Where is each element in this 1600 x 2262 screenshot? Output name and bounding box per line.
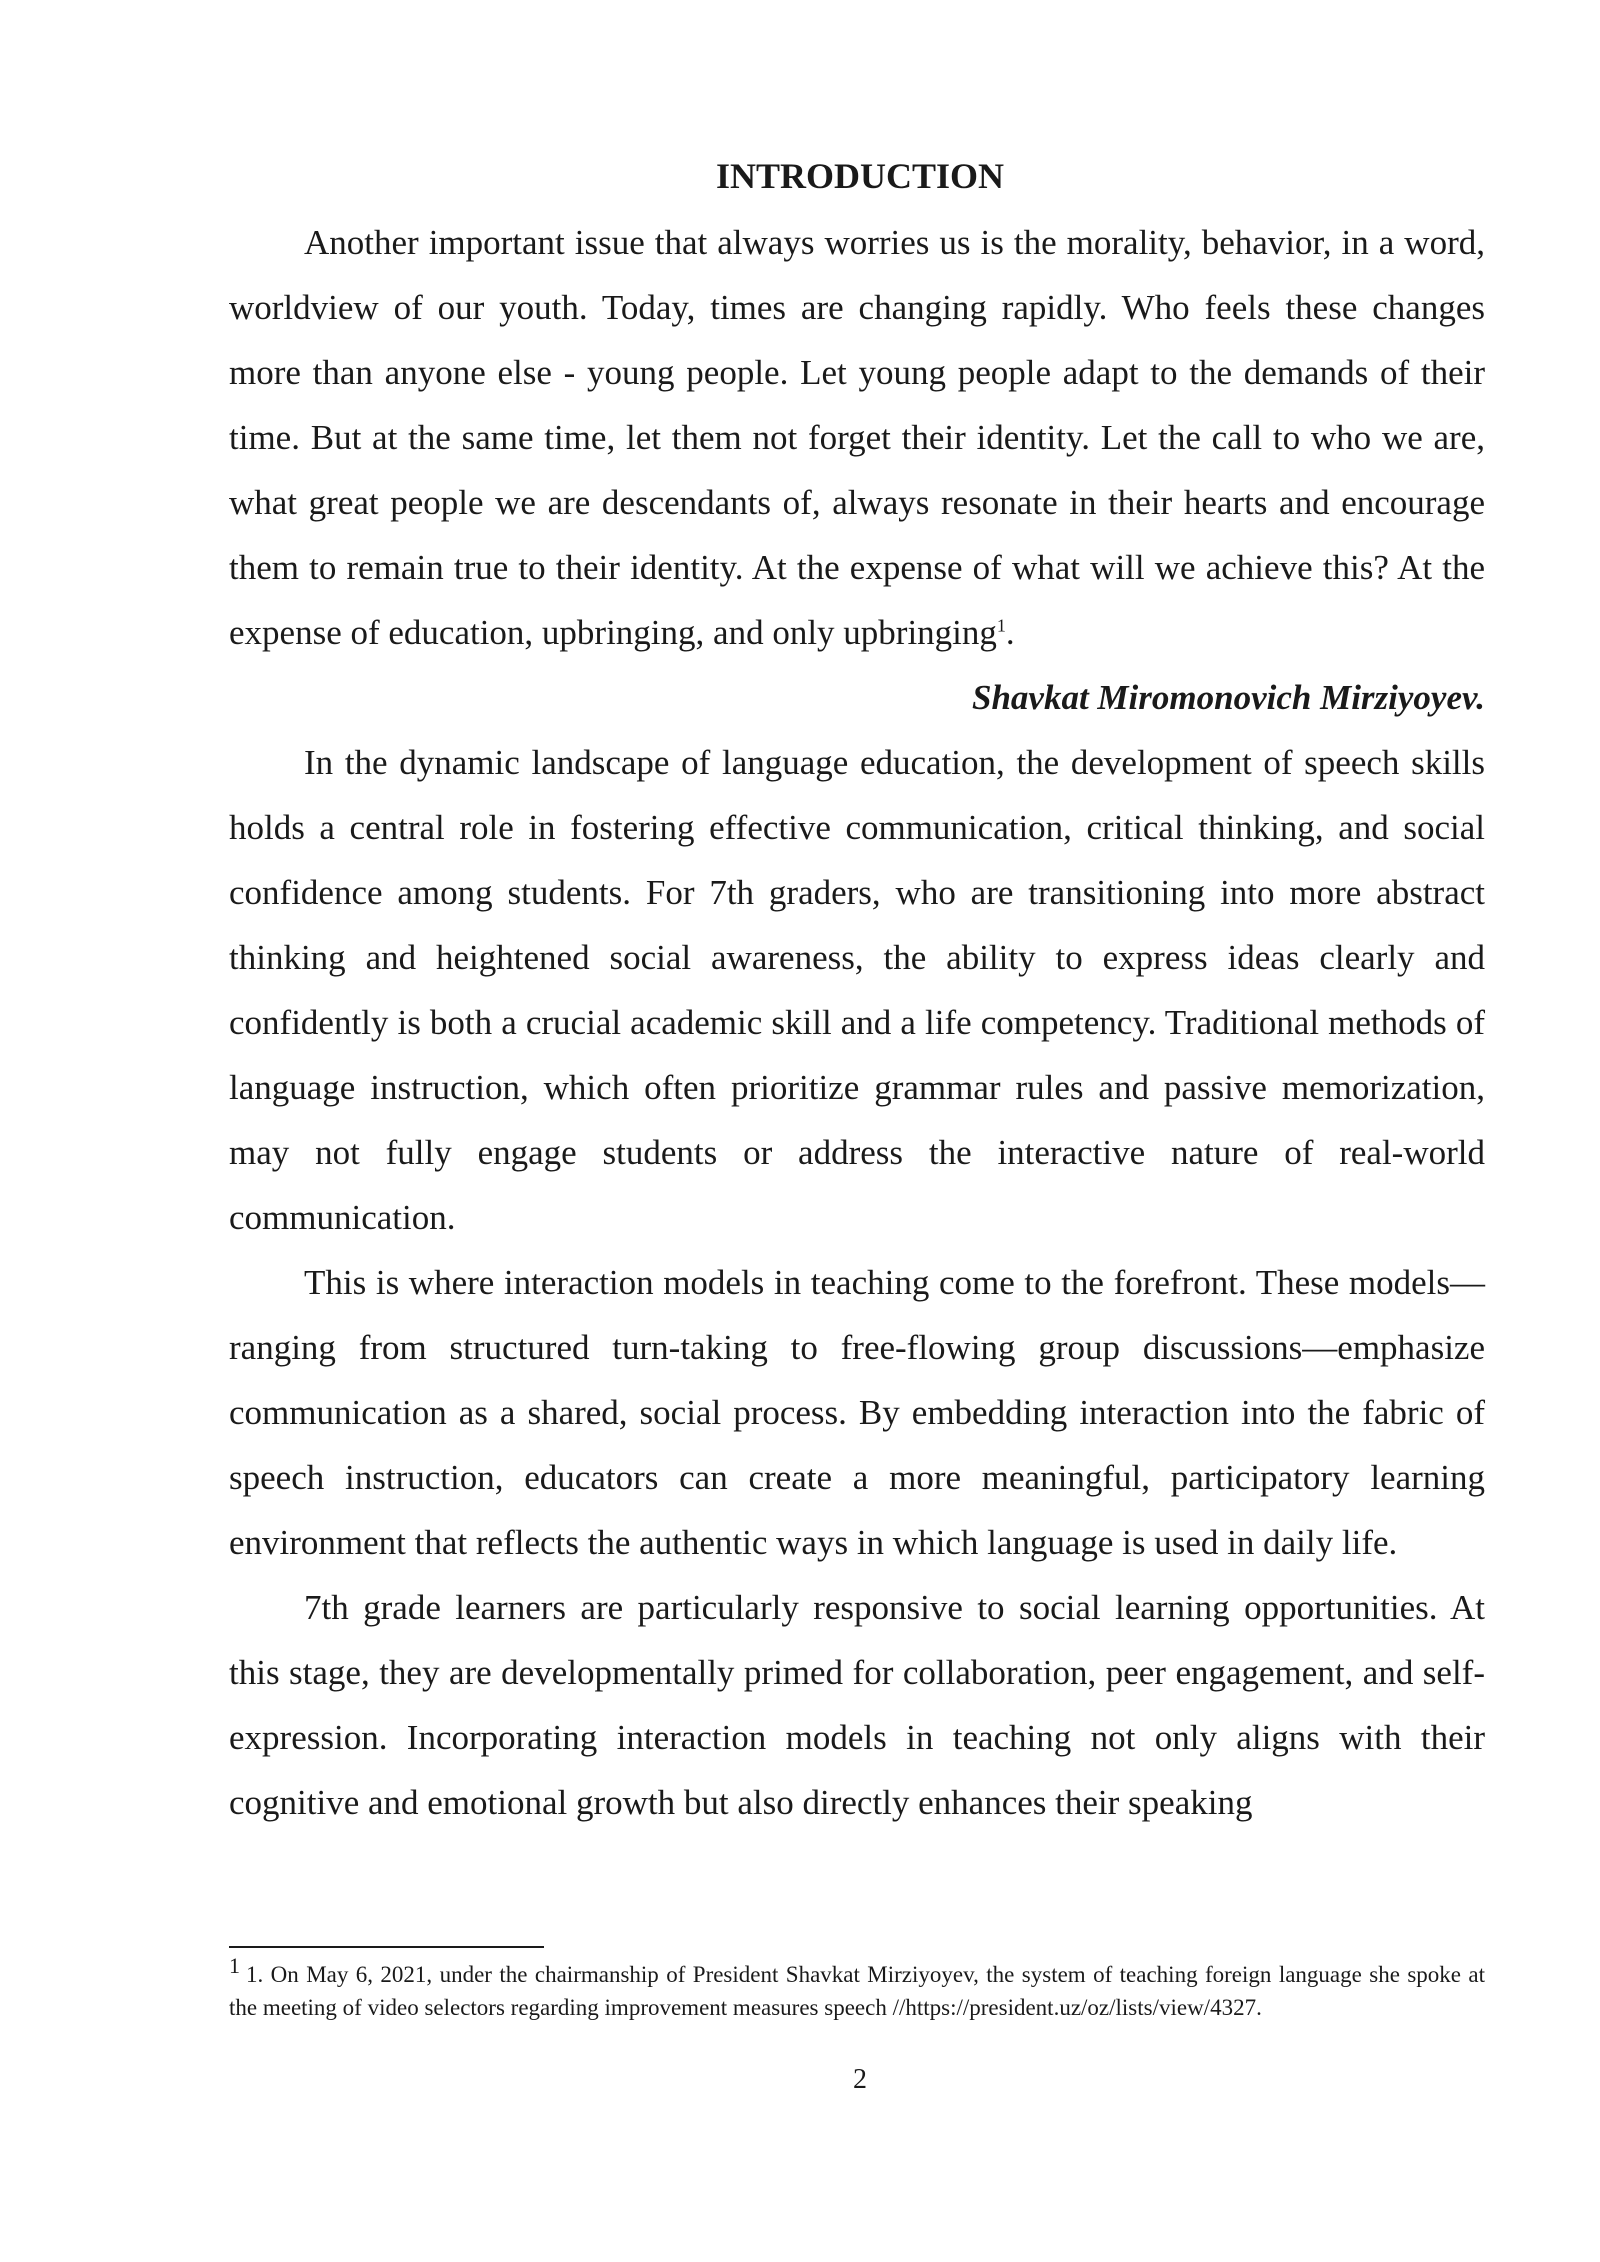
paragraph-2: In the dynamic landscape of language education, the development of speech skills holds a central role in fostering effective communication, critical thinking, and social confidence among students. For 7th graders, who are transitioning into more abstract thinking and heightened social awareness, the ability to express ideas clearly and confidently is both a crucial academic skill and a life competency. Traditional methods of language instruction, which often prioritize grammar rules and passive memorization, may not fully engage students or address the interactive nature of real-world communication. (229, 743, 1485, 1237)
footnote-marker: 1 (229, 1953, 240, 1979)
body-text (229, 210, 1485, 1835)
paragraph-quote-text: Another important issue that always worries us is the morality, behavior, in a word, worldview of our youth. Today, times are changing rapidly. Who feels these changes more than anyone else - young people. Let young people adapt to the demands of their time. But at the same time, let them not forget their identity. Let the call to who we are, what great people we are descendants of, always resonate in their hearts and encourage them to remain true to their identity. At the expense of what will we achieve this? At the expense of education, upbringing, and only upbringing (229, 223, 1485, 652)
footnote-reference: 1 (996, 615, 1006, 636)
footnote-separator (229, 1946, 544, 1948)
paragraph-3: This is where interaction models in teaching come to the forefront. These models—ranging from structured turn-taking to free-flowing group discussions—emphasize communication as a shared, social process. By embedding interaction into the fabric of speech instruction, educators can create a more meaningful, participatory learning environment that reflects the authentic ways in which language is used in daily life. (229, 1263, 1485, 1562)
footnote (229, 1953, 1485, 2024)
paragraph-quote (229, 210, 1485, 665)
page-number: 2 (853, 2064, 867, 2095)
quote-attribution: Shavkat Miromonovich Mirziyoyev. (971, 678, 1485, 717)
page-title: INTRODUCTION (715, 156, 1005, 196)
paragraph-4: 7th grade learners are particularly responsive to social learning opportunities. At this stage, they are developmentally primed for collaboration, peer engagement, and self-expression. Incorporating interaction models in teaching not only aligns with their cognitive and emotional growth but also directly enhances their speaking (229, 1588, 1485, 1822)
footnote-text: 1. On May 6, 2021, under the chairmanship of President Shavkat Mirziyoyev, the system of teaching foreign language she spoke at the meeting of video selectors regarding improvement measures speech //https://president.uz/oz/lists/view/4327. (229, 1962, 1485, 2020)
paragraph-quote-end: . (1005, 613, 1015, 652)
